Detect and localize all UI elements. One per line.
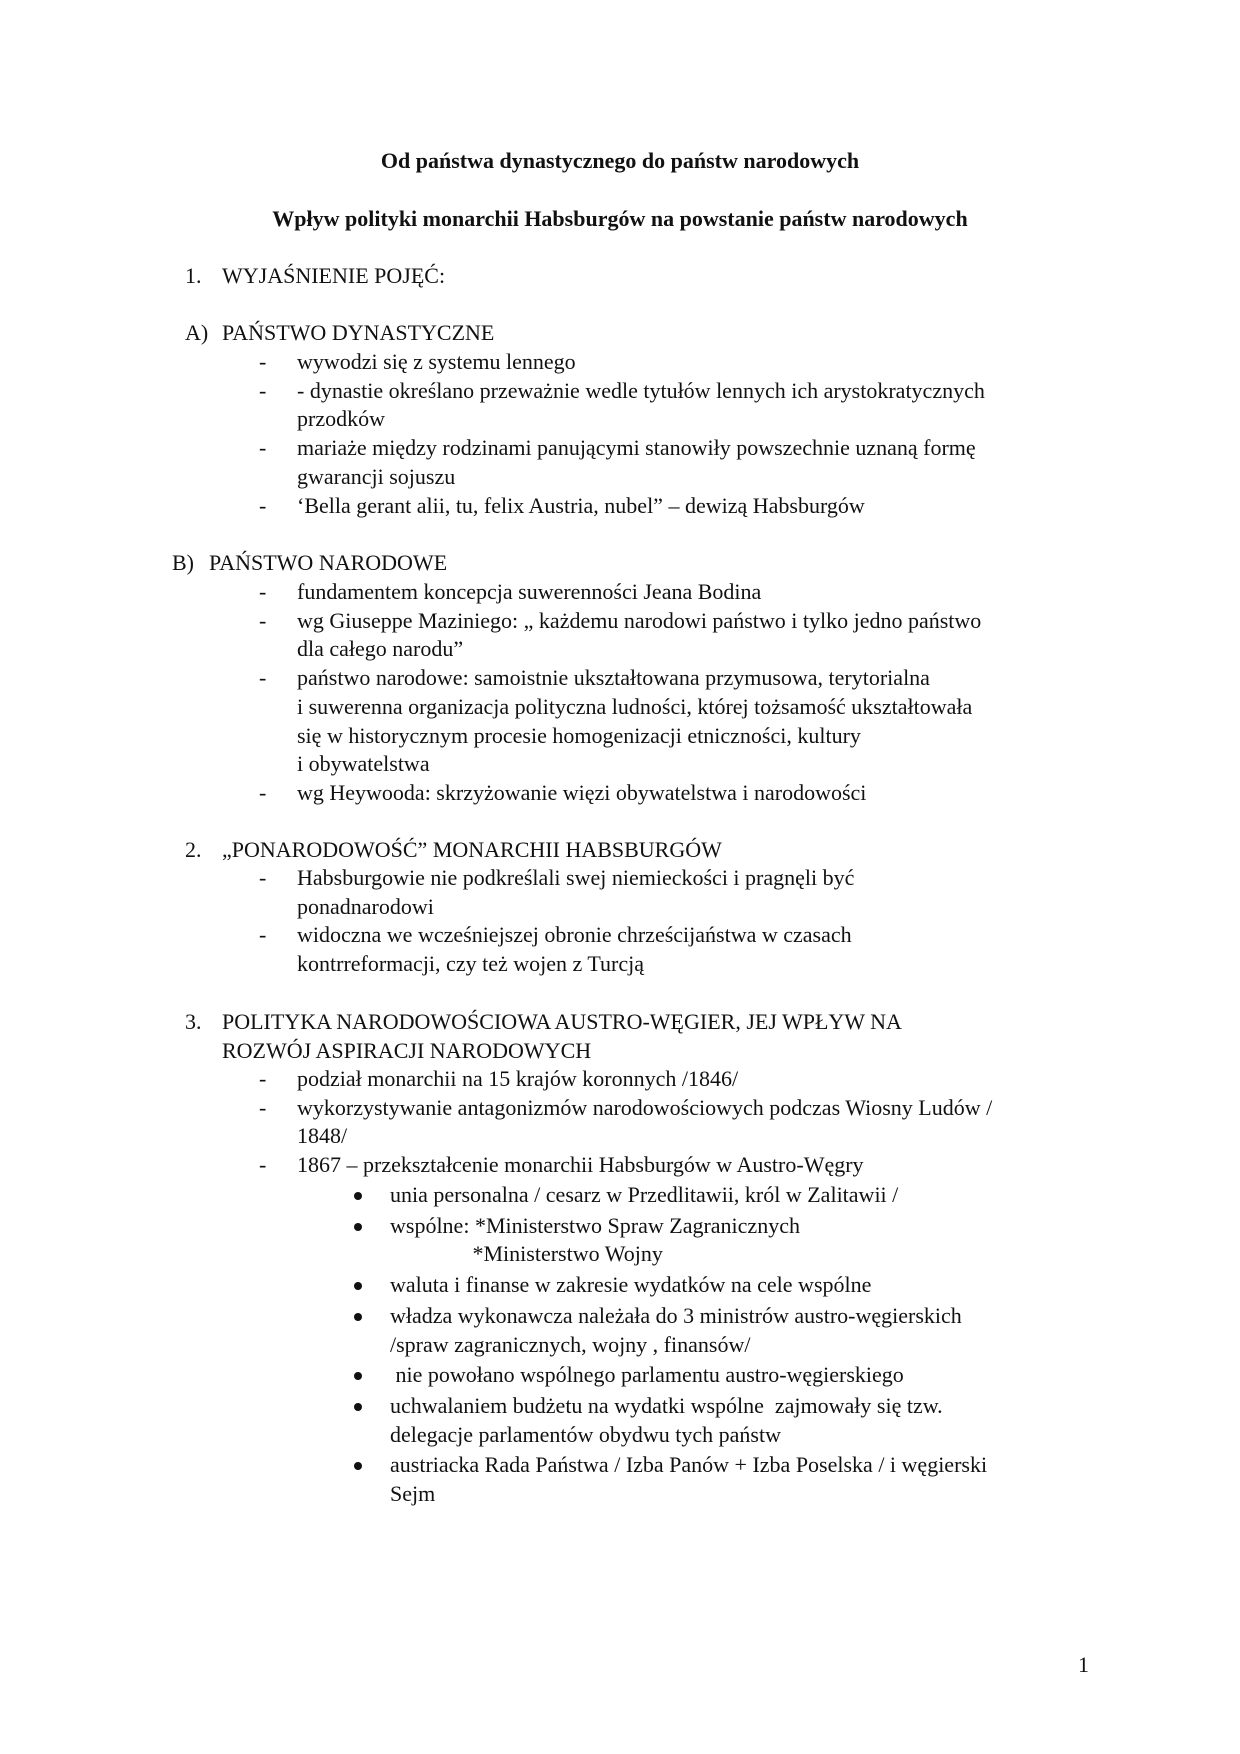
list-item-line: wg Heywooda: skrzyżowanie więzi obywatelstwa i narodowości — [297, 779, 867, 805]
list-dash: - — [259, 377, 267, 403]
section-1-number: 1. — [185, 263, 202, 288]
list-item-line: ponadnarodowi — [297, 893, 434, 919]
bullet-item-line: *Ministerstwo Wojny — [390, 1241, 663, 1267]
list-dash: - — [259, 1152, 267, 1178]
bullet-item-line: Sejm — [390, 1481, 436, 1506]
bullet-icon — [354, 1403, 362, 1411]
list-item-line: i obywatelstwa — [297, 751, 430, 777]
list-item-line: wg Giuseppe Maziniego: „ każdemu narodowi państwo i tylko jedno państwo — [297, 607, 982, 633]
list-dash: - — [259, 435, 267, 461]
section-2-number: 2. — [185, 837, 202, 862]
bullet-item-line: /spraw zagranicznych, wojny , finansów/ — [390, 1331, 751, 1357]
list-dash: - — [259, 922, 267, 948]
list-item-line: fundamentem koncepcja suwerenności Jeana Bodina — [297, 579, 762, 604]
section-a-letter: A) — [185, 320, 209, 345]
list-item-line: przodków — [297, 406, 385, 432]
bullet-item-line: wspólne: *Ministerstwo Spraw Zagranicznych — [390, 1212, 800, 1238]
list-item-line: dla całego narodu” — [297, 636, 464, 662]
bullet-icon — [354, 1313, 362, 1321]
bullet-icon — [354, 1372, 362, 1380]
list-item-line: 1848/ — [297, 1123, 348, 1149]
section-1-heading: WYJAŚNIENIE POJĘĆ: — [222, 263, 446, 288]
list-item-line: gwarancji sojuszu — [297, 463, 456, 489]
bullet-icon — [354, 1223, 362, 1231]
list-item-line: mariaże między rodzinami panującymi stanowiły powszechnie uznaną formę — [297, 435, 976, 461]
bullet-item-line: nie powołano wspólnego parlamentu austro-węgierskiego — [390, 1362, 904, 1388]
document-subtitle: Wpływ polityki monarchii Habsburgów na powstanie państw narodowych — [272, 206, 968, 231]
bullet-item-line: waluta i finanse w zakresie wydatków na cele wspólne — [390, 1272, 872, 1298]
list-item-line: 1867 – przekształcenie monarchii Habsburgów w Austro-Węgry — [297, 1152, 864, 1178]
list-item-line: Habsburgowie nie podkreślali swej niemieckości i pragnęli być — [297, 865, 855, 890]
list-dash: - — [259, 1066, 267, 1091]
bullet-item-line: władza wykonawcza należała do 3 ministrów austro-węgierskich — [390, 1302, 962, 1328]
document-title: Od państwa dynastycznego do państw narodowych — [380, 148, 860, 173]
list-dash: - — [259, 349, 267, 374]
list-dash: - — [259, 1094, 267, 1120]
bullet-item-line: delegacje parlamentów obydwu tych państw — [390, 1421, 781, 1447]
bullet-icon — [354, 1192, 362, 1200]
list-dash: - — [259, 865, 267, 890]
list-dash: - — [259, 492, 267, 518]
list-item-line: widoczna we wcześniejszej obronie chrześcijaństwa w czasach — [297, 922, 852, 948]
bullet-item-line: uchwalaniem budżetu na wydatki wspólne zajmowały się tzw. — [390, 1392, 943, 1418]
bullet-icon — [354, 1462, 362, 1470]
section-2-heading: „PONARODOWOŚĆ” MONARCHII HABSBURGÓW — [222, 837, 722, 862]
page-number: 1 — [1078, 1652, 1089, 1677]
list-item-line: się w historycznym procesie homogenizacji etniczności, kultury — [297, 722, 861, 748]
bullet-item-line: unia personalna / cesarz w Przedlitawii, król w Zalitawii / — [390, 1182, 899, 1207]
list-item-line: kontrreformacji, czy też wojen z Turcją — [297, 951, 644, 977]
list-dash: - — [259, 607, 267, 633]
list-item-line: i suwerenna organizacja polityczna ludności, której tożsamość ukształtowała — [297, 693, 973, 719]
list-dash: - — [259, 665, 267, 691]
list-item-line: wywodzi się z systemu lennego — [297, 349, 576, 374]
section-a-heading: PAŃSTWO DYNASTYCZNE — [222, 320, 495, 345]
list-item-line: - dynastie określano przeważnie wedle tytułów lennych ich arystokratycznych — [297, 377, 985, 403]
section-3-number: 3. — [185, 1009, 202, 1034]
list-item-line: podział monarchii na 15 krajów koronnych /1846/ — [297, 1066, 739, 1091]
list-item-line: państwo narodowe: samoistnie ukształtowana przymusowa, terytorialna — [297, 665, 930, 691]
section-3-heading-line-1: POLITYKA NARODOWOŚCIOWA AUSTRO-WĘGIER, JEJ WPŁYW NA — [222, 1009, 902, 1034]
bullet-icon — [354, 1282, 362, 1290]
section-3-heading-line-2: ROZWÓJ ASPIRACJI NARODOWYCH — [222, 1038, 592, 1063]
section-b-heading: PAŃSTWO NARODOWE — [209, 550, 448, 575]
list-dash: - — [259, 579, 267, 604]
list-dash: - — [259, 779, 267, 805]
list-item-line: wykorzystywanie antagonizmów narodowościowych podczas Wiosny Ludów / — [297, 1094, 993, 1120]
section-b-letter: B) — [172, 550, 194, 575]
list-item-line: ‘Bella gerant alii, tu, felix Austria, nubel” – dewizą Habsburgów — [297, 492, 865, 518]
bullet-item-line: austriacka Rada Państwa / Izba Panów + Izba Poselska / i węgierski — [390, 1452, 988, 1478]
